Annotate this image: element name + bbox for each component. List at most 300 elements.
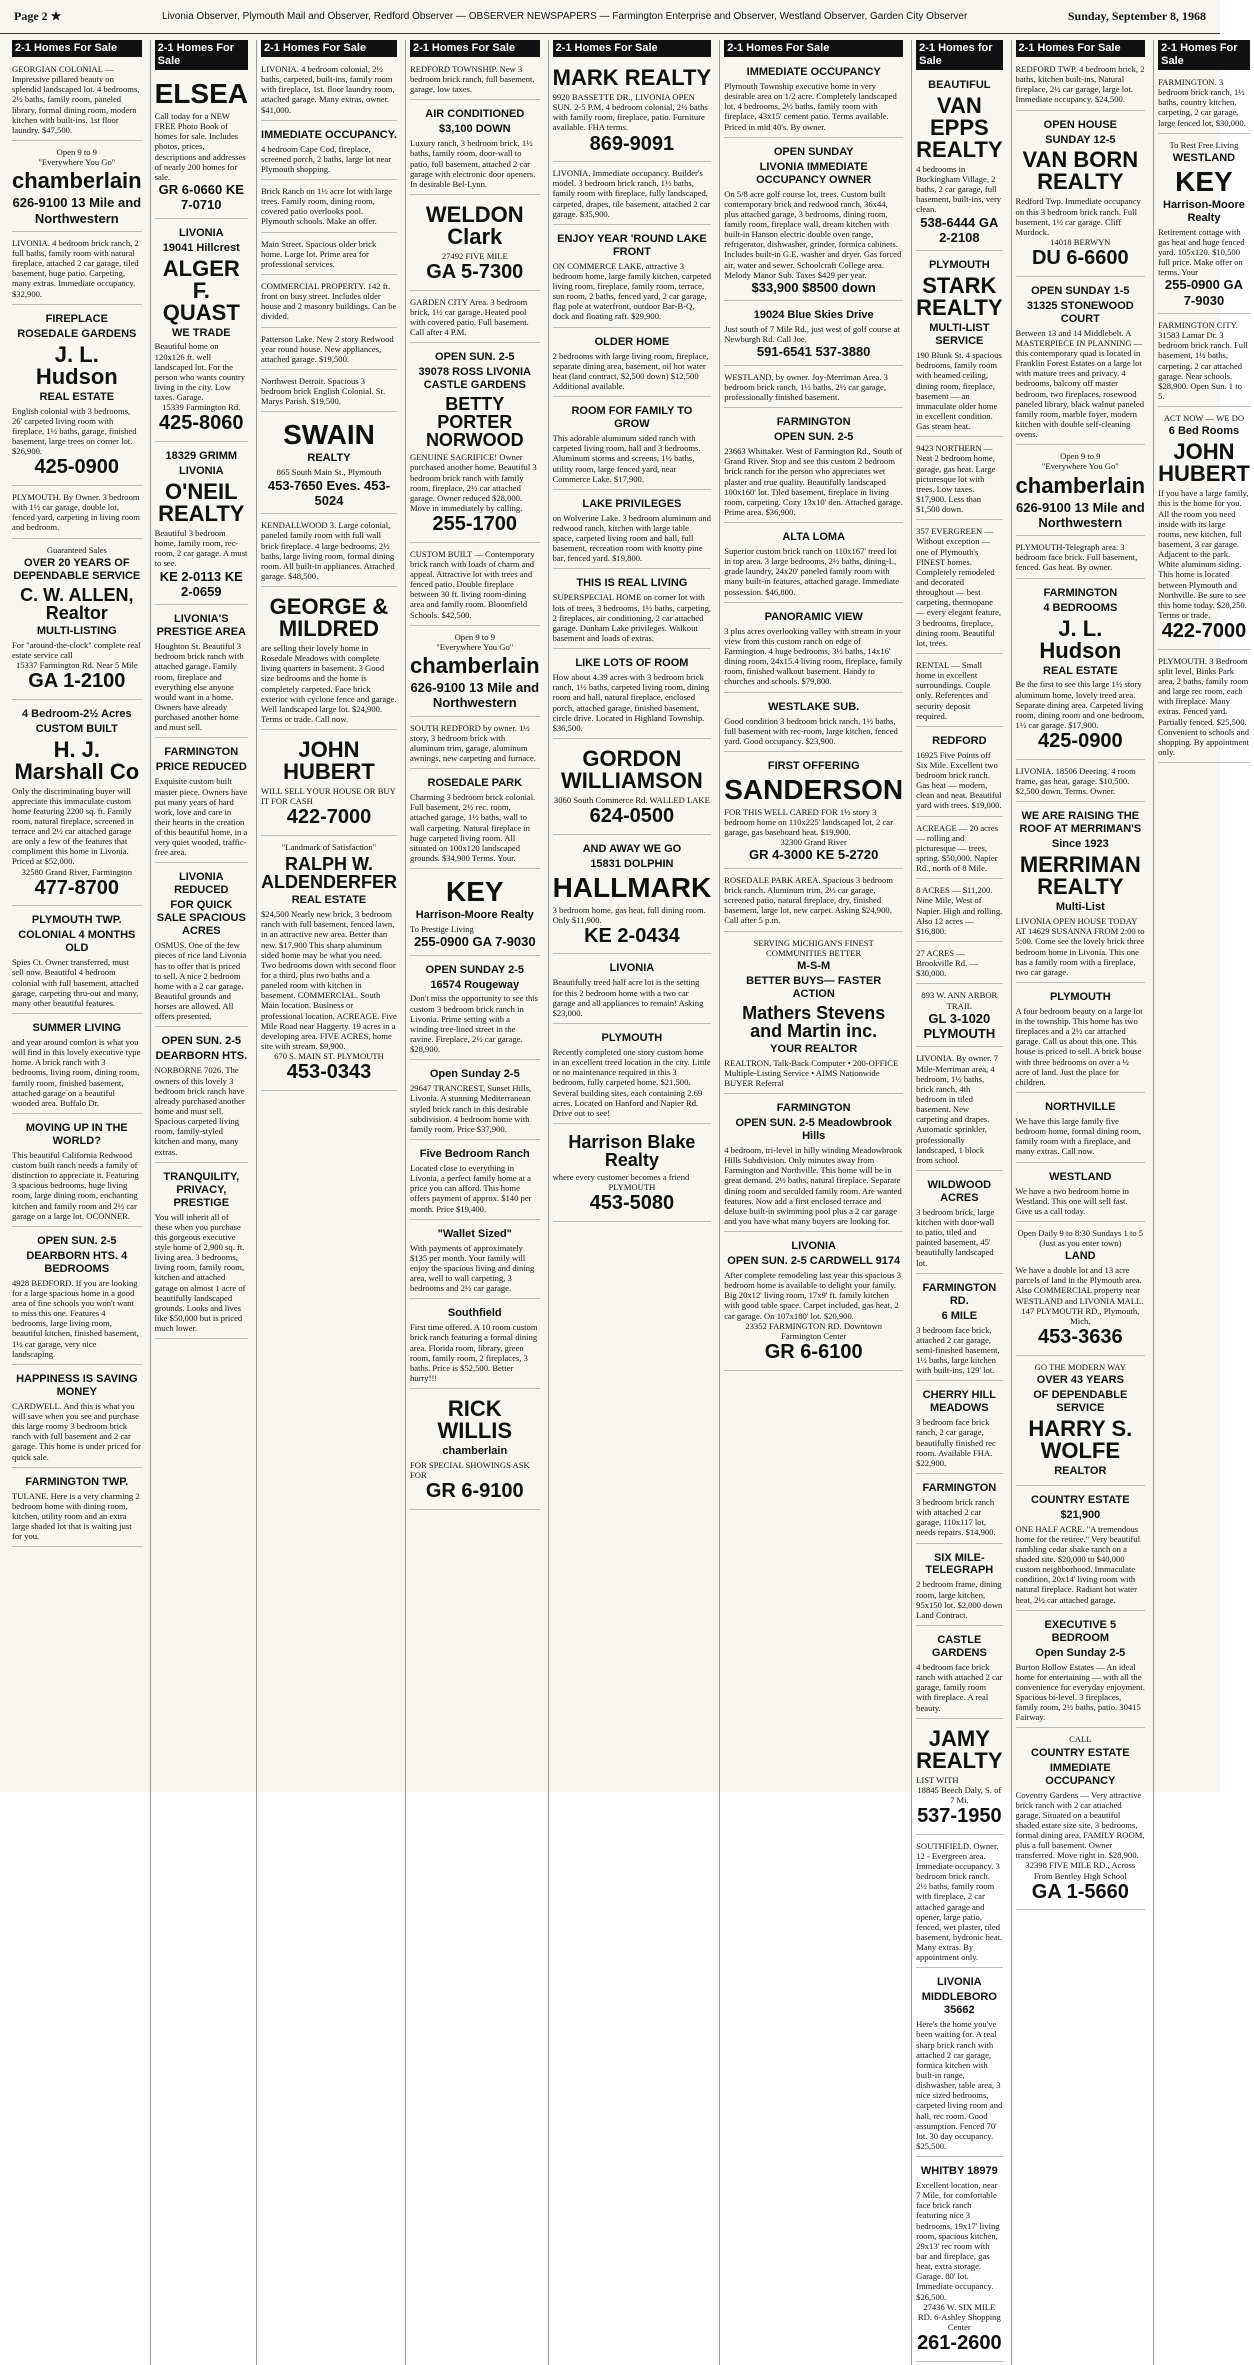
classified-ad: [553, 652, 712, 739]
ad-phone: 869-9091: [589, 132, 675, 155]
classified-ad: [1016, 1489, 1146, 1611]
ad-tag: MULTI-LIST SERVICE: [929, 322, 990, 348]
ad-hours: Open Daily 9 to 8:30 Sundays 1 to 5: [1017, 1227, 1144, 1238]
classified-ad: [12, 909, 142, 1014]
ad-phone: GA 1-2100: [28, 669, 126, 692]
column-heading: 2-1 Homes For Sale: [410, 40, 540, 57]
ad-broker: chamberlain: [12, 168, 142, 194]
ad-broker: JOHN HUBERT: [1158, 439, 1250, 487]
ad-slogan: CALL: [1069, 1734, 1092, 1745]
ad-text: 2 bedroom frame, dining room, large kitchen, 95x150 lot. $2,000 down Land Contract.: [916, 1579, 1003, 1620]
ad-text: 4 bedroom Cape Cod, fireplace, screened porch, 2 baths, large lot near Plymouth shopping.: [260, 143, 392, 174]
classified-ad: [155, 608, 248, 738]
ad-broker: chamberlain: [1015, 472, 1146, 498]
ad-broker: chamberlain: [409, 652, 540, 678]
ad-text: OSMUS. One of the few pieces of rice land Livonia has to offer that is priced to sell. A nice 2 bedroom home with a 2 car garage. Beautiful grounds and horses are allowed. All offers presented.: [154, 940, 247, 1022]
ad-text: For "around-the-clock" complete real estate service call: [12, 639, 141, 660]
ad-text: Exquisite custom built master piece. Owners have put many years of hard work, love and care in their hearts in the creation of this beautiful home, in a very quiet wooded, traffic-free area.: [154, 776, 248, 858]
ad-text: Call today for a NEW FREE Photo Book of homes for sale. Includes photos, prices, descriptions and addresses of nearly 200 homes for sale.: [154, 110, 246, 182]
ad-slogan: "Landmark of Satisfaction": [281, 842, 377, 853]
ad-broker: ALGER F. QUAST: [162, 255, 240, 325]
ad-text: FARMINGTON. 3 bedroom brick ranch, 1½ baths, country kitchen, carpeting, 2 car garage, large fenced lot, $30,000.: [1158, 76, 1246, 128]
classified-ad: [553, 1027, 712, 1124]
classified-ad: [12, 61, 142, 141]
ad-text: 2 bedrooms with large living room, fireplace, separate dining area, basement, oil hot water heat (land contract, $2,500 down) $12,500 Additional available.: [552, 350, 709, 391]
classified-ad: [410, 1143, 540, 1220]
classified-ad: [724, 1235, 903, 1371]
ad-text: We have a double lot and 13 acre parcels of land in the Plymouth area. Also COMMERCIAL property near WESTLAND and LIVONIA MALL.: [1015, 1265, 1144, 1306]
classified-ad: [410, 772, 540, 869]
classified-ad: [916, 1384, 1002, 1474]
ad-phone: KE 2-0434: [584, 924, 680, 947]
ad-title: OPEN HOUSE: [1043, 118, 1117, 131]
ad-text: LIVONIA OPEN HOUSE TODAY AT 14629 SUSANNA FROM 2:00 to 5:00. Come see the lovely brick three bedroom home in Livonia. This one has a family room with a fireplace, two car garage.: [1015, 916, 1145, 977]
classified-ad: [12, 703, 142, 907]
classified-ad: [410, 294, 540, 344]
ad-text: FOR SPECIAL SHOWINGS ASK FOR: [409, 1460, 530, 1481]
ad-title: WESTLAND: [1172, 151, 1236, 164]
classified-ad: [12, 1471, 142, 1548]
ad-title: THIS IS REAL LIVING: [576, 577, 688, 590]
classified-ad: [261, 183, 397, 233]
ad-phone: GR 6-6100: [764, 1341, 863, 1364]
page-number: Page 2 ★: [14, 9, 62, 23]
ad-address: 15337 Farmington Rd. Near 5 Mile: [15, 659, 138, 670]
ad-subtitle: LIVONIA: [178, 465, 224, 478]
ad-subtitle: SUNDAY 12-5: [1045, 133, 1116, 146]
ad-address: 18845 Beech Daly, S. of 7 Mi.: [917, 1784, 1002, 1805]
classified-ad: [410, 103, 540, 195]
ad-title: AND AWAY WE GO: [582, 842, 682, 855]
ad-text: on Wolverine Lake. 3 bedroom aluminum and redwood ranch, kitchen with large table space, carpeted living room and hall, full basement, recreation room with knotty pine bar, fenced yard. $19,800.: [552, 512, 711, 564]
classified-column: [719, 40, 907, 2365]
ad-title: AIR CONDITIONED: [425, 108, 525, 121]
classified-ad: [1016, 1096, 1146, 1163]
ad-subtitle: LIVONIA IMMEDIATE OCCUPANCY OWNER: [756, 160, 872, 186]
ad-broker: STARK REALTY: [916, 273, 1003, 321]
classified-ad: [410, 1063, 540, 1140]
ad-title: OLDER HOME: [594, 335, 670, 348]
ad-text: Beautifully treed half acre lot is the setting for this 2 bedroom home with a two car garage and all appliances to remain! Asking $23,000.: [552, 977, 704, 1018]
ad-subtitle: MIDDLEBORO 35662: [921, 1991, 997, 2017]
ad-title: LIVONIA: [178, 226, 224, 239]
ad-text: How about 4.39 acres with 3 bedroom brick ranch, 1½ baths, carpeted living room, dining room and hall, natural fireplace, enclosed porch, attached garage, finished basement, circle drive. Located in Highland Township. $36,500.: [552, 672, 710, 733]
ad-phone: GA 1-5660: [1031, 1880, 1129, 1903]
ad-broker: GORDON WILLIAMSON: [561, 745, 703, 793]
ad-subtitle: OF DEPENDABLE SERVICE: [1033, 1388, 1128, 1414]
ad-broker: MERRIMAN REALTY: [1019, 852, 1141, 900]
classified-ad: [916, 987, 1002, 1047]
ad-phone: 425-8060: [159, 412, 244, 435]
ad-tag: REALTY: [307, 452, 351, 465]
classified-ad: [916, 1838, 1002, 1969]
classified-ad: [410, 61, 540, 100]
ad-hours: Open 9 to 9: [56, 146, 97, 157]
ad-title: M-S-M: [797, 959, 831, 972]
ad-subtitle: OPEN SUN. 2-5 CARDWELL 9174: [727, 1255, 901, 1268]
classified-ad: [1158, 317, 1250, 407]
ad-phone: 624-0500: [589, 805, 675, 828]
ad-address: 32580 Grand River, Farmington: [21, 866, 132, 877]
ad-broker: HALLMARK: [552, 871, 712, 903]
classified-ad: [553, 400, 712, 490]
ad-title: OPEN SUN. 2-5: [435, 351, 515, 364]
classified-ad: [553, 228, 712, 328]
ad-title: IMMEDIATE OCCUPANCY.: [261, 128, 397, 141]
ad-text: Located close to everything in Livonia, a perfect family home at a price you can afford. This home offers payment of approx. $140 per month. Price $19,400.: [409, 1162, 532, 1214]
classified-ad: [261, 415, 397, 514]
classified-ad: [12, 489, 142, 539]
ad-text: WESTLAND, by owner. Joy-Merriman Area. 3 bedroom brick ranch, 1½ baths, 2½ car garage, professionally finished basement.: [724, 371, 888, 402]
classified-ad: [261, 61, 397, 121]
ad-text: 8 ACRES — $11,200. Nine Mile, West of Napier. High and rolling. Also 12 acres — $16,800.: [916, 885, 1003, 936]
ad-phone: GA 5-7300: [426, 261, 524, 284]
classified-ad: [1016, 539, 1146, 578]
classified-columns: [8, 40, 1250, 2355]
ad-broker: JOHN HUBERT: [283, 737, 375, 785]
ad-text: SOUTHFIELD. Owner. 12 - Evergreen area. Immediate occupancy. 3 bedroom brick ranch. 2½ baths, family room with fireplace, 2 car attached garage and opener, large patio, fenced, wet plaster, tiled basement, hydronic heat. Many extras. By appointment only.: [916, 1840, 1003, 1963]
classified-ad: [724, 411, 903, 523]
ad-slogan: Guaranteed Sales: [46, 544, 107, 555]
ad-title: LIKE LOTS OF ROOM: [575, 657, 689, 670]
ad-slogan: SERVING MICHIGAN'S FINEST COMMUNITIES BETTER: [753, 937, 874, 958]
ad-address: 147 PLYMOUTH RD., Plymouth, Mich.: [1021, 1305, 1140, 1326]
ad-text: 3 bedroom brick, large kitchen with door-wall to patio, tiled and painted basement, 45' beautifully landscaped lot.: [916, 1206, 995, 1268]
classified-ad: [553, 742, 712, 835]
column-heading: 2-1 Homes For Sale: [724, 40, 903, 57]
ad-phone: 261-2600: [917, 2332, 1002, 2355]
classified-ad: [261, 331, 397, 370]
ad-broker: O'NEIL REALTY: [158, 479, 245, 526]
ad-text: Northwest Detroit. Spacious 3 bedroom brick English Colonial. St. Marys Parish. $19,500.: [260, 376, 386, 407]
ad-text: $24,500 Nearly new brick, 3 bedroom ranch with full basement, fenced lawn, in an attractive new area. Better than new. $17,900 This sharp aluminum sided home may be what you need. Two bedrooms down with second floor for a third, plus two baths and a paneled room with kitchen in basement. COMMERCIAL. South Main location. Business or professional location. ACREAGE. Five Mile Road near Haggerty. 19 acres in a developing area. FIVE ACRES, home site with stream. $9,900.: [260, 909, 397, 1051]
classified-ad: [916, 440, 1002, 520]
classified-ad: [410, 959, 540, 1061]
classified-ad: [261, 236, 397, 275]
ad-subtitle: 15831 DOLPHIN: [590, 857, 674, 870]
ad-title: 6 Bed Rooms: [1168, 425, 1240, 438]
classified-ad: [261, 278, 397, 328]
ad-text: 357 EVERGREEN — Without exception — one of Plymouth's FINEST homes. Completely remodeled and decorated throughout — best carpeting, thermopane — every elegant feature, 3 bedrooms, fireplace, dining room. Beautiful lot, trees.: [916, 526, 1002, 648]
ad-broker: MARK REALTY: [552, 64, 712, 90]
ad-title: COUNTRY ESTATE: [1031, 1493, 1130, 1506]
classified-ad: [1158, 137, 1250, 314]
ad-title: IMMEDIATE OCCUPANCY: [746, 65, 881, 78]
ad-text: Beautiful home on 120x126 ft. well landscaped lot. For the person who wants country living in the city. Low taxes. Garage.: [154, 341, 246, 403]
ad-title: OVER 20 YEARS OF DEPENDABLE SERVICE: [13, 556, 141, 582]
ad-title: 4 Bedroom-2½ Acres: [21, 707, 132, 720]
ad-subtitle: FOR QUICK SALE SPACIOUS ACRES: [156, 899, 246, 938]
ad-tag: chamberlain: [442, 1445, 508, 1458]
classified-ad: [155, 741, 248, 863]
ad-broker: J. L. Hudson: [35, 341, 118, 389]
classified-column: [1153, 40, 1254, 2365]
ad-address: 23352 FARMINGTON RD. Downtown Farmington Center: [745, 1320, 883, 1341]
classified-ad: [1158, 74, 1250, 134]
ad-text: 3 bedroom brick ranch with attached 2 car garage, 110x117 lot, needs repairs. $14,900.: [916, 1496, 996, 1538]
ad-title: FARMINGTON: [776, 1102, 851, 1115]
classified-column: [150, 40, 252, 2365]
ad-title: ROSEDALE PARK: [427, 777, 523, 790]
classified-ad: [410, 629, 540, 717]
classified-column: [1011, 40, 1150, 2365]
classified-ad: [916, 254, 1002, 437]
ad-text: SUPERSPECIAL HOME on corner lot with lots of trees, 3 bedrooms, 1½ baths, carpeting, 2 fireplaces, air conditioning, 2 car attached garage. Dunham Lake privileges. Walkout basement and loads of extras.: [552, 592, 712, 643]
ad-text: REALTRON, Talk-Back Computer • 200-OFFICE Multiple-Listing Service • AIMS Nationwide BUYER Referral: [724, 1057, 899, 1088]
ad-title: EXECUTIVE 5 BEDROOM: [1044, 1618, 1117, 1644]
ad-tag: Harrison-Moore Realty: [415, 909, 534, 922]
classified-ad: [916, 1971, 1002, 2157]
classified-ad: [1158, 410, 1250, 650]
ad-text: Retirement cottage with gas heat and huge fenced yard. 105x120. $10,500 full price. Make offer on terms. Your: [1158, 226, 1245, 278]
classified-ad: [1016, 582, 1146, 760]
ad-title: LIVONIA: [791, 1240, 836, 1253]
classified-ad: [261, 733, 397, 836]
classified-ad: [916, 1277, 1002, 1382]
ad-subtitle: CUSTOM BUILT: [35, 722, 118, 735]
classified-ad: [724, 526, 903, 603]
ad-broker: VAN EPPS REALTY: [916, 92, 1003, 162]
ad-broker: HARRY S. WOLFE: [1028, 1415, 1133, 1463]
ad-subtitle: Open Sunday 2-5: [1035, 1646, 1126, 1659]
ad-subtitle: OPEN SUN. 2-5: [773, 431, 854, 444]
ad-text: Patterson Lake. New 2 story Redwood year round house. New appliances, attached garage. $19,500.: [260, 333, 394, 364]
classified-ad: [12, 308, 142, 486]
ad-title: ENJOY YEAR 'ROUND LAKE FRONT: [557, 232, 707, 258]
ad-text: 9920 BASSETTE DR., LIVONIA OPEN SUN. 2-5 P.M. 4 bedroom colonial, 2½ baths with family room, fireplace, patio. Furniture available. FHA terms.: [552, 91, 708, 133]
ad-text: We have this large family five bedroom home, formal dining room, family room with a fireplace, and many extras. Call now.: [1015, 1115, 1142, 1157]
ad-text: CARDWELL. And this is what you will save when you see and purchase this large roomy 3 bedroom brick ranch with full basement and 2 car garage. This home is under priced for quick sale.: [12, 1400, 141, 1462]
classified-ad: [916, 820, 1002, 880]
ad-text: English colonial with 3 bedrooms, 26' carpeted living room with fireplace, 1½ baths, garage, finished basement, large trees on corner lot. $26,900.: [12, 405, 137, 457]
ad-title: LIVONIA'S PRESTIGE AREA: [156, 613, 247, 639]
ad-text: This adorable aluminum sided ranch with carpeted living room, hall and 3 bedrooms. Aluminum storms and screens, 1½ baths, utility room, large fenced yard, near Commerce Lake. $17,900.: [552, 433, 701, 484]
ad-text: Plymouth Township executive home in very desirable area on 1/2 acre. Completely landscaped lot, 4 bedrooms, 2½ baths, family room with fireplace, 43x15' cement patio. Terms available. Priced in mid 40's. By owner.: [724, 80, 897, 132]
ad-text: 16925 Five Points off Six Mile. Excellent two bedroom brick ranch. Gas heat — modern, clean and neat. Beautiful yard with trees. $19,000.: [916, 749, 1002, 811]
ad-text: Superior custom brick ranch on 110x167' treed lot in top area. 3 large bedrooms, 2½ baths, dining-L, grade laundry, 24x20' paneled family room with many built-in features, attached garage. Immediate possession. $46,800.: [724, 546, 900, 597]
ad-phone: 538-6444 GA 2-2108: [920, 214, 999, 245]
classified-ad: [410, 1392, 540, 1510]
ad-address: 865 South Main St., Plymouth: [276, 467, 382, 478]
ad-text: Only the discriminating buyer will appreciate this immaculate custom home featuring 2200 sq. ft. Family room, natural fireplace, screened in terrace and 2½ car attached garage are only a few of the features that compliment this home in Livonia. Priced at $52,000.: [12, 785, 134, 867]
ad-broker: WELDON Clark: [425, 202, 524, 250]
classified-ad: [12, 542, 142, 700]
classified-ad: [1016, 805, 1146, 983]
ad-address: 27436 W. SIX MILE RD. 6-Ashley Shopping Center: [917, 2301, 1001, 2333]
ad-address: 670 S. MAIN ST. PLYMOUTH: [274, 1051, 384, 1062]
ad-title: OPEN SUNDAY 1-5: [1031, 284, 1130, 297]
classified-column: [405, 40, 544, 2365]
classified-ad: [1016, 763, 1146, 802]
ad-subtitle: IMMEDIATE OCCUPANCY: [1045, 1761, 1116, 1787]
classified-ad: [724, 696, 903, 752]
ad-title: WE ARE RAISING THE ROOF AT MERRIMAN'S: [1019, 810, 1142, 836]
classified-ad: [1016, 448, 1146, 536]
classified-ad: [261, 373, 397, 412]
classified-ad: [12, 1117, 142, 1227]
ad-title: ALTA LOMA: [782, 531, 846, 544]
ad-title: SIX MILE-TELEGRAPH: [925, 1551, 994, 1577]
ad-phone: 425-0900: [1038, 730, 1123, 753]
ad-text: You will inherit all of these when you purchase this gorgeous executive style home of 2,900 sq. ft. living area. 3 bedrooms, living room, family room, kitchen and attached garage on almost 1 acre of beautifully landscaped grounds. Looks and lives like $50,000 but is priced much lower.: [154, 1211, 246, 1334]
ad-text: 4 bedroom, tri-level in hilly winding Meadowbrook Hills Subdivision. Only minutes away from Farmington and Northville. This home will be in great demand. 2½ baths, natural fireplace. Separate dining room and seculded family room. Are wanted features. Now add a first enclosed terrace and deluxe built-in swimming pool plus a 2 car garage and you have what many buyers are looking for.: [724, 1144, 903, 1226]
ad-text: 3 bedroom face brick ranch, 2 car garage, beautifully finished rec room. Available FHA. $22,900.: [916, 1417, 996, 1468]
ad-text: RENTAL — Small home in excellent surroundings. Couple only. References and security deposit required.: [916, 659, 991, 721]
classified-ad: [410, 1302, 540, 1389]
ad-text: PLYMOUTH. By Owner. 3 bedroom with 1½ car garage, double lot, fenced yard, carpeting in living room and bedroom.: [12, 491, 140, 533]
ad-address: PLYMOUTH: [608, 1182, 656, 1193]
ad-subtitle: 16574 Rougeway: [430, 978, 520, 991]
ad-phone: 422-7000: [286, 806, 372, 829]
classified-ad: [724, 872, 903, 932]
classified-ad: [155, 222, 248, 442]
ad-broker: RALPH W. ALDENDERFER: [260, 854, 397, 893]
classified-column: [256, 40, 401, 2365]
ad-text: Between 13 and 14 Middlebelt. A MASTERPIECE IN PLANNING — this contemporary quad is located in Franklin Forest Estates on a large lot with mature trees and privacy. 4 bedrooms, balcony off master bedroom, two fireplaces, rosewood paneled library, black walnut paneled family room, marble foyer, modern kitchen with double self-cleaning ovens.: [1015, 327, 1145, 440]
ad-title: BEAUTIFUL: [928, 78, 991, 91]
ad-text: KENDALLWOOD 3. Large colonial, paneled family room with full wall brick fireplace. 4 large bedrooms, 2½ baths, large living room, formal dining room. All built-in appliances. Attached garage. $48,500.: [260, 520, 395, 581]
ad-text: ROSEDALE PARK AREA. Spacious 3 bedroom brick ranch. Aluminum trim, 2½ car garage, screened patio, natural fireplace, dry, finished basement, large lot, new carpet. Asking $24,900. Call after 5 p.m.: [724, 874, 893, 926]
ad-text: LIVONIA. 4 bedroom brick ranch, 2 full baths, family room with natural fireplace, attached 2 car garage, tiled basement, huge patio. Carpeting, many extras. Immediate occupancy. $32,900.: [12, 237, 139, 299]
ad-text: Excellent location, near 7 Mile, for comfortable face brick ranch featuring nice 3 bedrooms, 19x17' living room, spacious kitchen, 29x13' rec room with bar and fireplace, gas heat, extra storage. Garage. 80' lot. Immediate occupancy. $26,500.: [916, 2180, 1000, 2302]
column-heading: 2-1 Homes For Sale: [1158, 40, 1250, 70]
ad-subtitle: Since 1923: [1051, 838, 1109, 851]
ad-title: FARMINGTON: [1043, 586, 1118, 599]
ad-text: On 5/8 acre golf course lot, trees. Custom built contemporary brick and redwood ranch, 36x44, plus attached garage, 3 bedrooms, dining room, family room, fireplace wall, dream kitchen with built-in Hanson electric double oven range, refrigerator, dishwasher, grinder, formica cabinets. Includes built-in G.E. washer and dryer. Gas forced air, water and sewer. Schoolcraft College area. Melody Manor Sub. Taxes $429 per year.: [724, 188, 902, 280]
ad-subtitle: ROSEDALE GARDENS: [17, 327, 137, 340]
column-heading: 2-1 Homes For Sale: [1016, 40, 1146, 57]
classified-ad: [724, 935, 903, 1095]
ad-text: LIVONIA. By owner. 7 Mile-Merriman area, 4 bedroom, 1½ baths, brick ranch, 4th bedroom in tiled basement. New carpeting and drapes. Automatic sprinkler, professionally landscaped, 1 block from school.: [916, 1053, 999, 1165]
ad-subtitle: DEARBORN HTS. 4 BEDROOMS: [26, 1249, 128, 1275]
ad-tag: REAL ESTATE: [1043, 664, 1118, 677]
ad-title: CHERRY HILL MEADOWS: [922, 1389, 996, 1415]
ad-text: LIVONIA. Immediate occupancy. Builder's model. 3 bedroom brick ranch, 1½ baths, family room with fireplace, fully landscaped, carpeted, drapes, tile basement, attached 2 car garage. $35,900.: [552, 168, 711, 219]
classified-ad: [916, 730, 1002, 817]
ad-title: WESTLAND: [1049, 1170, 1112, 1183]
column-heading: 2-1 Homes For Sale: [155, 40, 248, 70]
classified-ad: [724, 369, 903, 408]
ad-text: SOUTH REDFORD by owner. 1½ story, 3 bedroom brick with aluminum trim, garage, aluminum awnings, new carpeting and furnace.: [409, 722, 536, 764]
ad-text: PLYMOUTH. 3 Bedroom split level, Binks Park area, 2 baths, family room and large rec room, each with fireplace. Many extras. Fenced yard. Partially fenced. $25,500. Convenient to schools and shopping. By appointment only.: [1158, 655, 1250, 757]
ad-broker: Mathers Stevens and Martin inc.: [742, 1002, 886, 1041]
ad-title: REDFORD: [932, 734, 987, 747]
ad-text: 3 bedroom home, gas heat, full dining room. Only $11,900.: [552, 904, 706, 925]
classified-ad: [410, 1223, 540, 1300]
ad-text: With payments of approximately $135 per month. Your family will enjoy the spacious living and dining area, well to wall carpeting, 3 bedrooms and 2½ car garage.: [409, 1242, 535, 1294]
ad-title: FIREPLACE: [45, 312, 108, 325]
ad-text: LIVONIA. 4 bedroom colonial, 2½ baths, carpeted, built-ins, family room with fireplace, 1st. floor laundry room, attached garage. Many extras, owner. $41,000.: [260, 63, 395, 115]
classified-ad: [916, 523, 1002, 654]
ad-broker: JAMY REALTY: [916, 1725, 1003, 1773]
ad-text: LIST WITH: [916, 1774, 959, 1785]
ad-title: PLYMOUTH: [1049, 990, 1111, 1003]
ad-address: 15339 Farmington Rd.: [162, 402, 241, 413]
ad-title: CASTLE GARDENS: [931, 1634, 987, 1659]
ad-broker: H. J. Marshall Co: [14, 736, 140, 784]
classified-ad: [261, 517, 397, 587]
ad-phone: 626-9100 13 Mile and Northwestern: [410, 679, 540, 711]
ad-text: FOR THIS WELL CARED FOR 1½ story 3 bedroom home on 110x225' landscaped lot, 2 car garage, gas baseboard heat. $19,900.: [724, 806, 893, 838]
ad-subtitle: 6 MILE: [941, 1309, 978, 1322]
ad-text: Brick Ranch on 1½ acre lot with large trees. Family room, dining room, covered patio overlooks pool. Plymouth schools. Make an offer.: [260, 186, 393, 227]
ad-title: Southfield: [447, 1307, 502, 1320]
ad-text: This beautiful California Redwood custom built ranch needs a family of distinction to appreciate it. Featuring 3 spacious bedrooms, huge living room, large dining room, enchanting kitchen and family room and 2½ car garage on a large lot. OCONNER.: [12, 1149, 139, 1221]
classified-ad: [261, 590, 397, 730]
classified-ad: [155, 1030, 248, 1162]
ad-title: FARMINGTON RD.: [922, 1281, 997, 1307]
ad-text: Recently completed one story custom home in an excellent treed location in the city. Little or no maintenance required in this 3 bedroom, fully carpeted home. $21,500. Several building sites, each containing 2.69 acres. Located on Hanford and Napier Rd. Drive out to see!: [552, 1046, 711, 1118]
ad-phone: GR 6-0660 KE 7-0710: [158, 181, 244, 213]
ad-text: and year around comfort is what you will find in this lovely executive type home. A brick ranch with 3 bedrooms, living room, dining room, family room, finished basement, attached garage on a beautiful wooded area. Buffalo Dr.: [12, 1036, 141, 1108]
ad-phone: 422-7000: [1161, 620, 1247, 643]
classified-ad: [916, 1477, 1002, 1544]
ad-title: "Wallet Sized": [437, 1227, 512, 1240]
classified-ad: [916, 1722, 1002, 1835]
ad-tag: YOUR REALTOR: [770, 1042, 858, 1055]
ad-address: 32300 Grand River: [780, 837, 847, 848]
ad-phone: 626-9100 13 Mile and Northwestern: [12, 195, 142, 226]
classified-ad: [553, 957, 712, 1024]
classified-ad: [916, 74, 1002, 251]
ad-subtitle: DEARBORN HTS.: [155, 1050, 248, 1063]
ad-text: Luxury ranch, 3 bedroom brick, 1½ baths, family room, door-wall to patio, full basement, attached 2 car garage with electronic door openers. In desirable Bel-Lynn.: [409, 138, 536, 189]
ad-tag: Harrison-Moore Realty: [1163, 198, 1245, 224]
classified-ad: [724, 61, 903, 138]
ad-title: LAKE PRIVILEGES: [582, 497, 682, 510]
classified-ad: [410, 720, 540, 770]
ad-text: 190 Blunk St. 4 spacious bedrooms, family room with beamed ceiling, dining room, fireplace, basement — an immaculate older home in excellent condition. Gas steam heat.: [916, 350, 1002, 432]
ad-title: FIRST OFFERING: [767, 759, 860, 772]
ad-title: WILDWOOD ACRES: [927, 1178, 992, 1204]
ad-text: COMMERCIAL PROPERTY. 142 ft. front on busy street. Includes older house and 2 masonry buildings. Can be divided.: [260, 281, 397, 322]
ad-title: PLYMOUTH: [601, 1032, 663, 1045]
ad-price: $33,900 $8500 down: [751, 279, 876, 295]
ad-text: Good condition 3 bedroom brick ranch, 1½ baths, full basement with rec-room, large kitchen, fenced yard. Good occupancy. $23,900.: [724, 715, 898, 746]
ad-phone: KE 2-0113 KE 2-0659: [159, 568, 243, 599]
ad-text: Be the first to see this large 1½ story aluminum home, lovely treed area. Separate dining area. Carpeted living room, dining room and one bedroom, 1½ car garage. $17,900.: [1015, 679, 1145, 731]
ad-phone: 255-1700: [432, 513, 518, 536]
classified-ad: [724, 1097, 903, 1232]
ad-text: GARDEN CITY Area. 3 bedroom brick, 1½ car garage. Heated pool with covered patio. Full basement. Call after 4 P.M.: [409, 296, 529, 338]
ad-text: ON COMMERCE LAKE, attractive 3 bedroom home, large family kitchen, carpeted living room, fireplace, family room, terrace, sun room, 2 baths, fenced yard, 2 car garage, flag pole at waterfront, outdoor Bar-B-Q, dock and floating raft. $29,900.: [552, 260, 712, 322]
classified-ad: [553, 61, 712, 162]
classified-ad: [1016, 986, 1146, 1093]
classified-ad: [916, 1050, 1002, 1171]
ad-address: 27492 FIVE MILE: [441, 251, 508, 262]
ad-broker: Harrison Blake Realty: [568, 1131, 696, 1170]
classified-ad: [155, 1166, 248, 1340]
classified-ad: [261, 124, 397, 180]
ad-phone: 626-9100 13 Mile and Northwestern: [1016, 499, 1145, 530]
classified-ad: [724, 606, 903, 693]
ad-text: 4 bedroom face brick ranch with attached 2 car garage, family room with fireplace. A real beauty.: [916, 1661, 1003, 1713]
classified-ad: [553, 1127, 712, 1222]
ad-phone: GR 4-3000 KE 5-2720: [749, 847, 879, 863]
ad-slogan: "Everywhere You Go": [1041, 461, 1119, 472]
ad-subtitle: OPEN SUN. 2-5 Meadowbrook Hills: [735, 1117, 892, 1143]
classified-ad: [724, 141, 903, 302]
ad-title: LIVONIA: [609, 962, 655, 975]
classified-ad: [724, 755, 903, 869]
classified-ad: [410, 872, 540, 955]
ad-title: OPEN SUN. 2-5: [37, 1234, 117, 1247]
ad-text: 3 bedroom face brick, attached 2 car garage, semi-finished basement, 1½ baths, large kitchen with built-ins, 129' lot.: [916, 1324, 1000, 1376]
ad-text: where every customer becomes a friend: [552, 1171, 690, 1182]
ad-text: 4928 BEDFORD. If you are looking for a large spacious home in a good area of fine schools you won't want to miss this one. Features 4 bedrooms, large living room, beautiful kitchen, finished basement, 1½ car garage, very nice landscaping.: [12, 1277, 139, 1359]
ad-text: If you have a large family, this is the home for you. All the room you need inside with its large rooms, new kitchen, full basement, 3 car garage. Adjacent to the park. White aluminum siding. This home is located between Plymouth and Northville. Be sure to see this home today. $28,250. Terms or trade.: [1158, 488, 1249, 620]
ad-text: CUSTOM BUILT — Contemporary brick ranch with loads of charm and appeal. Attractive lot with trees and fenced patio. Double fireplace between 30 ft. living room-dining area and family room. Bloomfield Schools. $42,500.: [409, 548, 535, 620]
